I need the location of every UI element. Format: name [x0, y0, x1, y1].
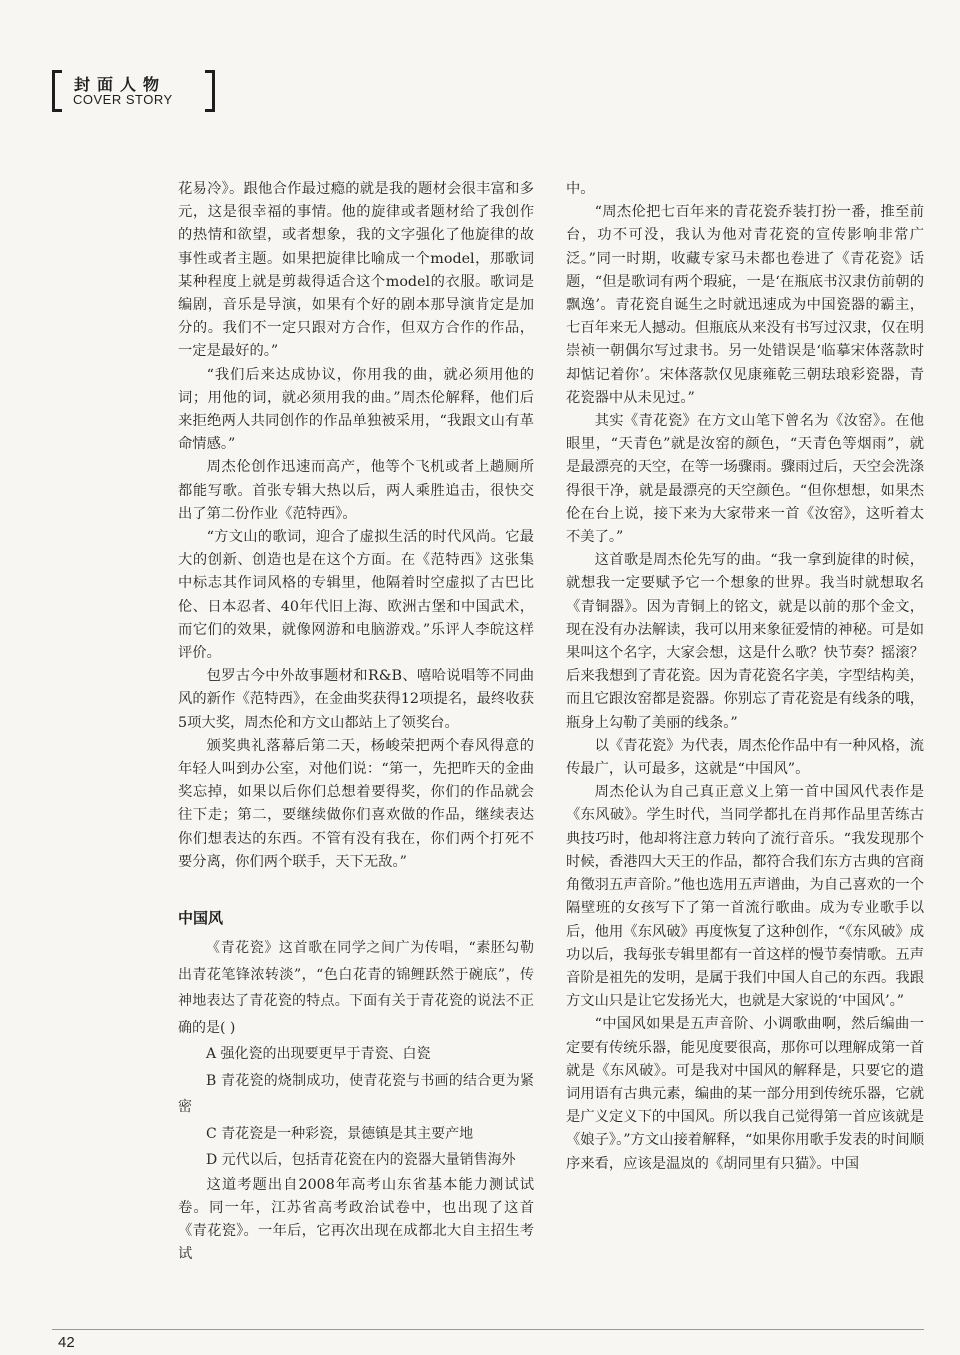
paragraph: 包罗古今中外故事题材和R&B、嘻哈说唱等不同曲风的新作《范特西》，在金曲奖获得12项提名，最终收获5项大奖，周杰伦和方文山都站上了领奖台。: [178, 668, 534, 731]
paragraph-continuation: 中。: [566, 181, 595, 197]
paragraph: 周杰伦创作迅速而高产，他等个飞机或者上趟厕所都能写歌。首张专辑大热以后，两人乘胜追击，很快交出了第二份作业《范特西》。: [178, 459, 534, 522]
left-bracket-decoration: [52, 70, 62, 112]
left-column: [178, 178, 534, 1266]
paragraph: 颁奖典礼落幕后第二天，杨峻荣把两个春风得意的年轻人叫到办公室，对他们说：“第一，先把昨天的金曲奖忘掉，如果以后你们总想着要得奖，你们的作品就会往下走；第二，要继续做你们喜欢做的作品，继续表达你们想表达的东西。不管有没有我在，你们两个打死不要分离，你们两个联手，天下无敌。”: [178, 737, 534, 870]
paragraph: “方文山的歌词，迎合了虚拟生活的时代风尚。它最大的创新、创造也是在这个方面。在《范特西》这张集中标志其作词风格的专辑里，他隔着时空虚拟了古巴比伦、日本忍者、40年代旧上海、欧洲古堡和中国武术，而它们的效果，就像网游和电脑游戏。”乐评人李皖这样评价。: [178, 529, 534, 662]
right-bracket-decoration: [205, 70, 215, 112]
quiz-question: 《青花瓷》这首歌在同学之间广为传唱，“素胚勾勒出青花笔锋浓转淡”，“色白花青的锦鲤跃然于碗底”，传神地表达了青花瓷的特点。下面有关于青花瓷的说法不正确的是( ): [178, 940, 534, 1036]
footer-divider: [52, 1329, 924, 1330]
paragraph: 其实《青花瓷》在方文山笔下曾名为《汝窑》。在他眼里，“天青色”就是汝窑的颜色，“天青色等烟雨”，就是最漂亮的天空，在等一场骤雨。骤雨过后，天空会洗涤得很干净，就是最漂亮的天空颜色。“但你想想，如果杰伦在台上说，接下来为大家带来一首《汝窑》，这听着太不美了。”: [566, 413, 924, 546]
section-heading: 中国风: [178, 909, 224, 928]
quiz-box: [178, 935, 534, 1174]
paragraph: 这首歌是周杰伦先写的曲。“我一拿到旋律的时候，就想我一定要赋予它一个想象的世界。我当时就想取名《青铜器》。因为青铜上的铭文，就是以前的那个金文，现在没有办法解读，我可以用来象征爱情的神秘。可是如果叫这个名字，大家会想，这是什么歌？快节奏？摇滚？后来我想到了青花瓷。因为青花瓷名字美，字型结构美，而且它跟汝窑都是瓷器。你别忘了青花瓷是有线条的哦，瓶身上勾勒了美丽的线条。”: [566, 552, 924, 731]
page-number: 42: [58, 1334, 75, 1351]
quiz-option-d: D 元代以后，包括青花瓷在内的瓷器大量销售海外: [206, 1152, 516, 1169]
paragraph: 花易冷》。跟他合作最过瘾的就是我的题材会很丰富和多元，这是很幸福的事情。他的旋律或者题材给了我创作的热情和欲望，或者想象，我的文字强化了他旋律的故事性或者主题。如果把旋律比喻成一个model，那歌词某种程度上就是剪裁得适合这个model的衣服。歌词是编剧，音乐是导演，如果有个好的剧本那导演肯定是加分的。我们不一定只跟对方合作，但双方合作的作品，一定是最好的。”: [178, 181, 534, 360]
paragraph: 周杰伦认为自己真正意义上第一首中国风代表作是《东风破》。学生时代，当同学都扎在肖邦作品里苦练古典技巧时，他却将注意力转向了流行音乐。“我发现那个时候，香港四大天王的作品，都符合我们东方古典的宫商角徵羽五声音阶。”他也选用五声谱曲，为自己喜欢的一个隔壁班的女孩写下了第一首流行歌曲。成为专业歌手以后，他用《东风破》再度恢复了这种创作，“《东风破》成功以后，我每张专辑里都有一首这样的慢节奏情歌。五声音阶是祖先的发明，是属于我们中国人自己的东西。我跟方文山只是让它发扬光大，也就是大家说的‘中国风’。”: [566, 784, 924, 1010]
quiz-option-a: A 强化瓷的出现要更早于青瓷、白瓷: [206, 1046, 431, 1063]
paragraph: “中国风如果是五声音阶、小调歌曲啊，然后编曲一定要有传统乐器，能见度要很高，那你可以理解成第一首就是《东风破》。可是我对中国风的解释是，只要它的遣词用语有古典元素，编曲的某一部分用到传统乐器，它就是广义定义下的中国风。所以我自己觉得第一首应该就是《娘子》。”方文山接着解释，“如果你用歌手发表的时间顺序来看，应该是温岚的《胡同里有只猫》。中国: [566, 1016, 924, 1172]
quiz-option-b: B 青花瓷的烧制成功，使青花瓷与书画的结合更为紧密: [178, 1072, 534, 1116]
quiz-option-c: C 青花瓷是一种彩瓷，景德镇是其主要产地: [206, 1125, 474, 1142]
paragraph: “我们后来达成协议，你用我的曲，就必须用他的词；用他的词，就必须用我的曲。”周杰伦解释，他们后来拒绝两人共同创作的作品单独被采用，“我跟文山有革命情感。”: [178, 366, 534, 453]
paragraph: 这道考题出自2008年高考山东省基本能力测试试卷。同一年，江苏省高考政治试卷中，也出现了这首《青花瓷》。一年后，它再次出现在成都北大自主招生考试: [178, 1176, 534, 1263]
paragraph: 以《青花瓷》为代表，周杰伦作品中有一种风格，流传最广，认可最多，这就是“中国风”。: [566, 737, 924, 778]
section-title-cn: 封面人物: [74, 75, 167, 94]
section-title-en: COVER STORY: [73, 92, 173, 107]
paragraph: “周杰伦把七百年来的青花瓷乔装打扮一番，推至前台，功不可没，我认为他对青花瓷的宣传影响非常广泛。”同一时期，收藏专家马未都也卷进了《青花瓷》话题，“但是歌词有两个瑕疵，一是‘在瓶底书汉隶仿前朝的飘逸’。青花瓷自诞生之时就迅速成为中国瓷器的霸主，七百年来无人撼动。但瓶底从来没有书写过汉隶，仅在明崇祯一朝偶尔写过隶书。另一处错误是‘临摹宋体落款时却惦记着你’。宋体落款仅见康雍乾三朝珐琅彩瓷器，青花瓷器中从未见过。”: [566, 204, 924, 406]
right-column: [566, 178, 924, 1176]
